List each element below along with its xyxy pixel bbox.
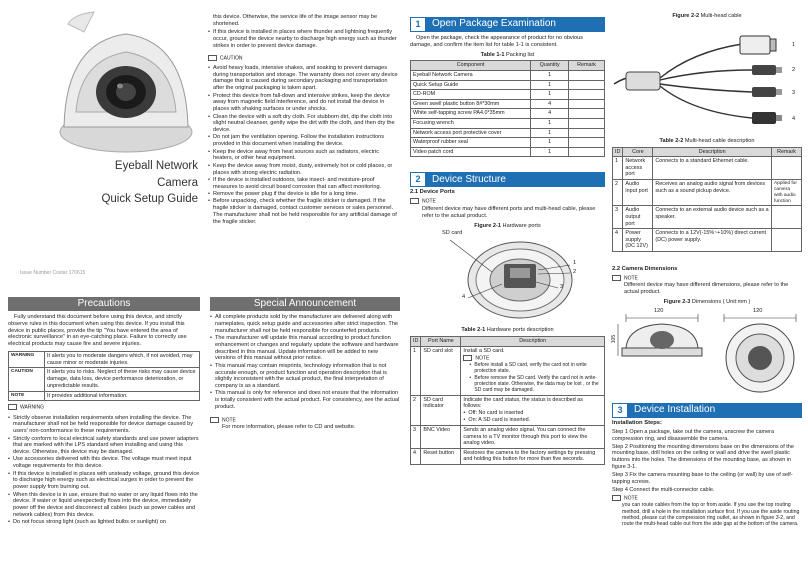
signal-note-text: It provides additional information. [45, 391, 200, 401]
table-row [411, 128, 605, 138]
caution-item: • Avoid heavy loads, intensive shakes, and soaking to prevent damages during transportation and storage. The warranty does not cover any device damage that is caused during secondary packaging and transportation after the original packaging is taken apart. [208, 65, 398, 92]
cell: Quick Setup Guide [411, 80, 531, 90]
column-header: Quantity [531, 61, 569, 71]
caption-number: Table 2-2 [659, 137, 684, 144]
table-header-row [613, 147, 802, 157]
table-row [411, 119, 605, 129]
warning-item: • When this device is in use, ensure that no water or any liquid flows into the device. If water or liquid unexpectedly flows into the device, immediately power off the device and disconnect all cables (such as power cables and network cables) from this device. [8, 492, 200, 519]
multi-head-cable-diagram [612, 22, 802, 126]
warning-item: • Do not focus strong light (such as lighted bulbs or sunlight) on [8, 519, 200, 526]
note-icon [463, 355, 472, 361]
issue-number: Issue Number Costar 170615 [20, 270, 86, 276]
cell: 4 [613, 229, 623, 252]
device-ports-heading: 2.1 Device Ports [410, 189, 455, 196]
column-header: Component [411, 61, 531, 71]
warning-item: • If this device is installed in places where thunder and lightning frequently occur, ground the device nearby to discharge high energy such as thunder strikes in order to prevent device damage. [208, 29, 398, 49]
announcement-title: Special Announcement [210, 297, 400, 311]
hardware-ports-diagram [440, 232, 600, 322]
table-row [411, 71, 605, 81]
warning-heading [8, 404, 200, 411]
table-row [411, 80, 605, 90]
cell: 1 [531, 80, 569, 90]
caption-number: Figure 2-3 [663, 298, 691, 305]
warnings-continued [208, 14, 398, 292]
install-note-text: you can route cables from the top or from aside. If you use the top routing method, drill a hole in the installation surface first. If you use the aside routing method, please cut the compression ring outlet, as shown in figure 3-2, and route the multi-head cable out from the side gap at the bottom of the camera. [622, 502, 800, 528]
cell: 3 [411, 426, 421, 449]
caption-number: Table 2-1 [461, 327, 486, 334]
table-row [411, 426, 605, 449]
signal-caution-label: CAUTION [9, 368, 45, 391]
cell: Green swell plastic button 8#*30mm [411, 99, 531, 109]
packing-list-caption [410, 52, 605, 59]
column-3 [410, 17, 605, 569]
cell: Video patch cord [411, 147, 531, 157]
cell [772, 206, 802, 229]
table-row [411, 109, 605, 119]
cell: 3 [613, 206, 623, 229]
warning-item: • Strictly conform to local electrical safety standards and use power adapters that are marked with the LPS standard when installing and using this device. Otherwise, this device may be damaged. [8, 436, 200, 456]
table-row [411, 448, 605, 464]
cell: 4 [531, 99, 569, 109]
cell: CD-ROM [411, 90, 531, 100]
caution-item: • Before unpacking, check whether the fragile sticker is damaged. If the fragile sticker is damaged, contact customer services or sales personnel. The manufacturer shall not be held responsible for any artificial damage of the fragile sticker. [208, 198, 398, 225]
cell: 1 [531, 119, 569, 129]
dimension-height: 105 [611, 334, 618, 343]
announcement-item: • This manual may contain misprints, technology information that is not accurate enough, or product function and operation description that is slightly inconsistent with the actual product, the final interpretation of company is as a standard. [210, 363, 400, 390]
multi-head-cable-table [612, 147, 802, 252]
cell: 4 [531, 109, 569, 119]
sd-card-label: SD card [442, 230, 463, 237]
installation-steps-heading: Installation Steps: [612, 419, 662, 426]
note-label: NOTE [624, 495, 638, 502]
cell: 1 [531, 71, 569, 81]
cell [569, 90, 605, 100]
caution-item: • Do not jam the ventilation opening. Follow the installation instructions provided in this document when installing the device. [208, 134, 398, 148]
cell: Sends an analog video signal. You can connect the camera to a TV monitor through this port to view the analog video. [461, 426, 605, 449]
precautions-title: Precautions [8, 297, 200, 311]
installation-step: Step 2 Positioning the mounting dimensions base on the dimensions of the mounting base, drill holes on the ceiling or wall and drive the swell plastic buttons into the holes. The dimensions of the mounting base, as shown in figure 3-1. [612, 443, 794, 470]
cell: Network access port protective cover [411, 128, 531, 138]
ports-note-heading [410, 198, 605, 205]
caution-heading [208, 55, 398, 62]
warning-continued-text: this device. Otherwise, the service life of the image sensor may be shortened. [213, 14, 378, 27]
caption-text: Hardware ports description [485, 327, 554, 334]
announcement-item: • The manufacturer will update this manual according to product function enhancement or changes and regularly update the software and hardware described in this manual. Update information will be added to new versions of this manual without prior notice. [210, 335, 400, 362]
cell: SD card slot [421, 346, 461, 395]
cable-callout-4: 4 [792, 115, 796, 122]
caution-item: • Keep the device away from moist, dusty, extremely hot or cold places, or places with strong electric radiation. [208, 163, 398, 177]
installation-step: Step 4 Connect the multi-connector cable. [612, 486, 715, 493]
note-label: NOTE [475, 355, 490, 362]
announcement-section [210, 297, 400, 569]
cell [772, 157, 802, 180]
signal-caution-text: It alerts you to risks. Neglect of these risks may cause device damage, data loss, device performance deterioration, or unpredictable results. [45, 368, 200, 391]
table-row [411, 395, 605, 425]
caption-text: Hardware ports [500, 223, 541, 230]
note-icon [410, 198, 419, 204]
caption-number: Figure 2-2 [672, 13, 700, 19]
cell: Audio input port [623, 180, 653, 206]
cell: Restores the camera to the factory settings by pressing and holding this button for more than five seconds. [461, 448, 605, 464]
cell: Focusing wrench [411, 119, 531, 129]
warning-label: WARNING [20, 404, 44, 411]
column-4 [612, 13, 802, 569]
table-row [613, 157, 802, 180]
cell [461, 346, 605, 395]
caution-item: • Clean the device with a soft dry cloth. For stubborn dirt, dip the cloth into slight neutral cleanser, gently wipe the dirt with the cloth, and then dry the device. [208, 114, 398, 134]
note-icon [210, 417, 219, 423]
column-header: ID [613, 147, 623, 157]
announcement-item: • All complete products sold by the manufacturer are delivered along with nameplates, quick setup guide and accessories after strict inspection. The manufacturer shall not be held responsible for counterfeit products. [210, 314, 400, 334]
signal-warning-text: It alerts you to moderate dangers which, if not avoided, may cause minor or moderate injuries. [45, 352, 200, 368]
precautions-intro: Fully understand this document before using this device, and strictly observe rules in this document when using this device. If you install this device in public places, provide the tip "You have entered the area of electronic surveillance" in an eye-catching place. Failure to correctly use electrical products may cause fire and severe injuries. [8, 314, 187, 348]
table-row [613, 206, 802, 229]
table-row [9, 368, 200, 391]
signal-word-table [8, 351, 200, 401]
port-bullet: • On: A SD card is inserted. [463, 417, 602, 424]
note-label: NOTE [222, 417, 236, 424]
ports-note-text: Different device may have different ports and multi-head cable, please refer to the actual product. [422, 205, 596, 219]
dimensions-note-text: Different device may have different dimensions, please refer to the actual product. [624, 282, 789, 296]
dimension-width-top: 120 [753, 307, 763, 314]
package-section-title: Open Package Examination [432, 18, 556, 30]
table-row [613, 229, 802, 252]
cell: Power supply (DC 12V) [623, 229, 653, 252]
cell [569, 119, 605, 129]
section-number: 3 [612, 403, 628, 418]
caption-number: Figure 2-1 [474, 223, 501, 230]
cell: Connects to an external audio device such as a speaker. [653, 206, 772, 229]
cell: 4 [411, 448, 421, 464]
warning-item: • Strictly observe installation requirements when installing the device. The manufacturer shall not be held responsible for device damage caused by users' non-conformance to these requirements. [8, 415, 200, 435]
callout-3: 3 [560, 284, 564, 291]
section-number: 1 [410, 17, 426, 32]
cell: 1 [531, 138, 569, 148]
warning-item: • Use accessories delivered with this device. The voltage must meet input voltage requirements for this device. [8, 456, 200, 470]
table-row [411, 346, 605, 395]
packing-list-table [410, 60, 605, 157]
table-row [411, 99, 605, 109]
install-section-title: Device Installation [634, 404, 716, 416]
announcement-note-text: For more information, please refer to CD and website. [222, 424, 356, 431]
column-header: Port Name [421, 336, 461, 346]
caution-icon [208, 55, 217, 61]
cell: White self-tapping screw PA4.0*35mm [411, 109, 531, 119]
structure-section-title: Device Structure [432, 173, 506, 185]
table-row [411, 147, 605, 157]
cell [569, 138, 605, 148]
caption-text: Multi-head cable description [683, 137, 755, 144]
cell: Applied for camera with audio function [772, 180, 802, 206]
cell: Receives an analog audio signal from devices such as a sound pickup device. [653, 180, 772, 206]
dimensions-note-heading [612, 275, 802, 282]
installation-step: Step 1 Open a package, take out the camera, unscrew the camera compression ring, and disassemble the camera. [612, 428, 775, 442]
cable-callout-2: 2 [792, 66, 796, 73]
caption-text: Dimensions ( Unit:mm ) [690, 298, 751, 305]
cell: Reset button [421, 448, 461, 464]
column-header: ID [411, 336, 421, 346]
warning-item: • If this device is installed in places with unsteady voltage, ground this device to discharge high energy such as electrical surges in order to prevent the power supply from burning out. [8, 471, 200, 491]
note-label: NOTE [624, 275, 638, 282]
cell: Eyeball Network Camera [411, 71, 531, 81]
cell [569, 71, 605, 81]
caution-item: • Remove the power plug if the device is idle for a long time. [208, 191, 398, 198]
callout-2: 2 [573, 269, 577, 276]
cell: BNC Video [421, 426, 461, 449]
section-number: 2 [410, 172, 426, 187]
cell [569, 128, 605, 138]
hardware-ports-figure-caption [410, 223, 605, 230]
precautions-section [8, 297, 200, 569]
install-section-header [612, 403, 802, 418]
hardware-ports-table-caption [410, 327, 605, 334]
caution-label: CAUTION [220, 55, 243, 62]
table-row [613, 180, 802, 206]
camera-dimensions-heading: 2.2 Camera Dimensions [612, 265, 678, 272]
caption-text: Packing list [504, 51, 535, 58]
caption-number: Table 1-1 [480, 51, 505, 58]
cell: 1 [613, 157, 623, 180]
hardware-ports-figure [410, 232, 605, 324]
table-row [411, 90, 605, 100]
caution-item: • If the device is installed outdoors, take insect- and moisture-proof measures to avoid circuit board corrosion that can affect monitoring. [208, 177, 398, 191]
structure-section-header [410, 172, 605, 187]
table-row [411, 138, 605, 148]
column-header: Description [461, 336, 605, 346]
cover-title-line1: Eyeball Network Camera [114, 160, 198, 189]
dimensions-figure-caption [612, 299, 802, 306]
install-note-heading [612, 495, 802, 502]
cell: Connects to a standard Ethernet cable. [653, 157, 772, 180]
cell: Audio output port [623, 206, 653, 229]
column-header: Description [653, 147, 772, 157]
table-row [9, 352, 200, 368]
cover-panel [12, 8, 198, 288]
port-note [463, 355, 602, 362]
callout-1: 1 [573, 260, 577, 267]
announcement-note-heading [210, 417, 400, 424]
cell: Connects to a 12V(-15%~+10%) direct current (DC) power supply. [653, 229, 772, 252]
callout-4: 4 [462, 294, 466, 301]
hardware-ports-table [410, 336, 605, 465]
signal-warning-label: WARNING [9, 352, 45, 368]
caution-item: • Keep the device away from heat sources such as radiators, electric heaters, or other heat equipment. [208, 149, 398, 163]
column-header: Core [623, 147, 653, 157]
cell: 1 [531, 147, 569, 157]
cell: 2 [613, 180, 623, 206]
table-row [9, 391, 200, 401]
dimension-width-front: 120 [654, 307, 664, 314]
cell [569, 99, 605, 109]
multi-head-cable-caption [612, 13, 802, 20]
camera-product-image [54, 12, 194, 162]
cell: 1 [531, 90, 569, 100]
note-label: NOTE [422, 198, 436, 205]
multi-head-cable-figure [612, 20, 802, 128]
port-bullet: • Before remove the SD card. Verify the card not in write-protection state. Otherwise, the data may be lost , or the SD card may be damaged. [469, 375, 602, 393]
port-description: Indicate the card status, the status is described as follows: [463, 396, 583, 410]
note-icon [612, 495, 621, 501]
cell [772, 229, 802, 252]
cable-callout-3: 3 [792, 89, 796, 96]
cell: 1 [411, 346, 421, 395]
table-header-row [411, 61, 605, 71]
cell: 1 [531, 128, 569, 138]
cell: 2 [411, 395, 421, 425]
table-header-row [411, 336, 605, 346]
port-description: Install a SD card. [463, 347, 505, 354]
dimensions-figure [612, 308, 802, 396]
cell: Network access port [623, 157, 653, 180]
announcement-item: • This manual is only for reference and does not ensure that the information is totally consistent with the actual product. For consistency, see the actual product. [210, 390, 400, 410]
cell [569, 109, 605, 119]
caption-text: Multi-head cable [699, 13, 742, 19]
cell: SD card indicator [421, 395, 461, 425]
cell: Waterproof rubber seal [411, 138, 531, 148]
note-icon [612, 275, 621, 281]
port-bullet: • Before install a SD card, verify the card not in write protection state. [469, 362, 602, 374]
multi-head-table-caption [612, 138, 802, 145]
package-intro: Open the package, check the appearance of product for no obvious damage, and confirm the item list for table 1-1 is consistent. [410, 35, 583, 48]
warning-icon [8, 404, 17, 410]
package-section-header [410, 17, 605, 32]
cover-title-line2: Quick Setup Guide [101, 193, 198, 206]
cell [461, 395, 605, 425]
signal-note-label: NOTE [9, 391, 45, 401]
port-bullet: • Off: No card is inserted [463, 410, 602, 417]
caution-item: • Protect this device from fall-down and intensive strikes, keep the device away from magnetic field interference, and do not install the device in places with shaking surfaces or under shocks. [208, 93, 398, 113]
cable-callout-1: 1 [792, 41, 796, 48]
installation-step: Step 3 Fix the camera mounting base to the ceiling (or wall) by use of self-tapping screws. [612, 472, 793, 485]
column-header: Remark [569, 61, 605, 71]
dimensions-diagram [612, 308, 802, 396]
column-header: Remark [772, 147, 802, 157]
cell [569, 147, 605, 157]
cell [569, 80, 605, 90]
